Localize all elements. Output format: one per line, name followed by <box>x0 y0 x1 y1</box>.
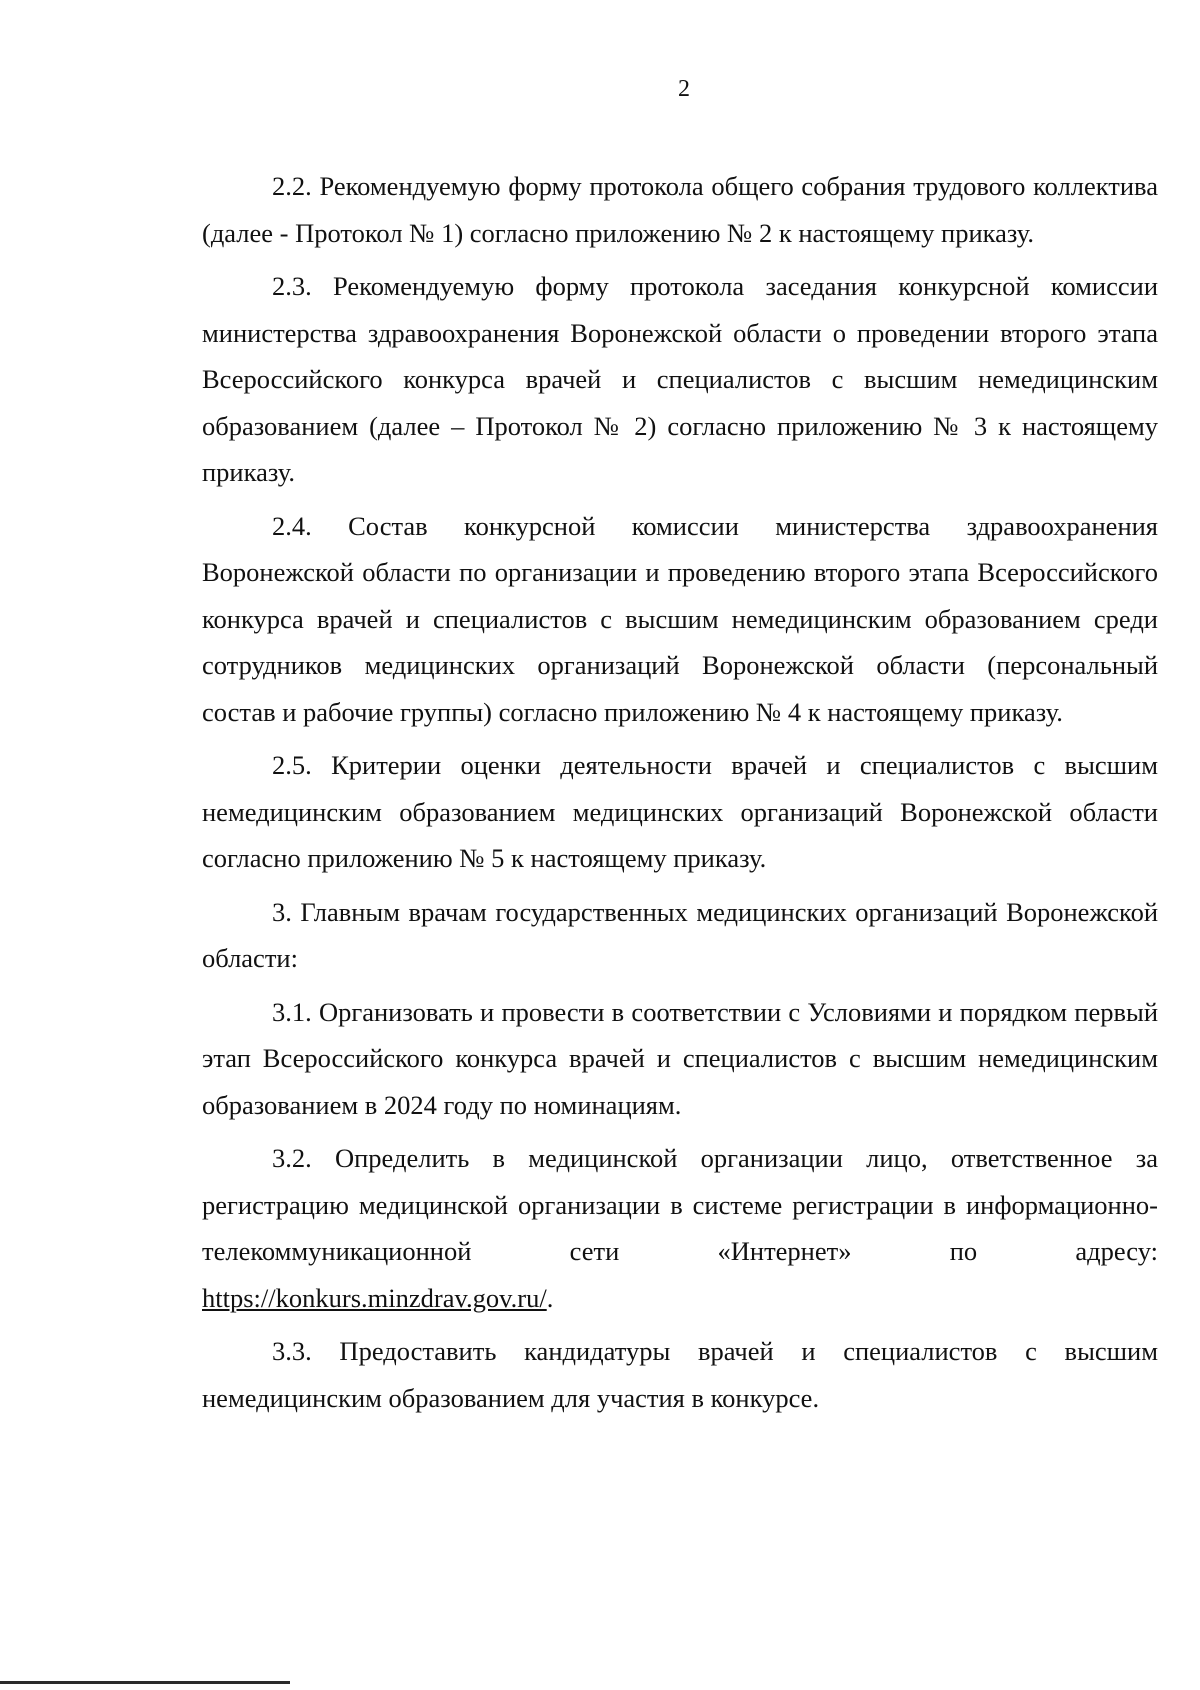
document-body <box>202 163 1158 1428</box>
paragraph-3-2-link-line <box>202 1275 1158 1322</box>
paragraph-2-3: 2.3. Рекомендуемую форму протокола заседания конкурсной комиссии министерства здравоохранения Воронежской области о проведении второго этапа Всероссийского конкурса врачей и специалистов с высшим немедицинским образованием (далее – Протокол № 2) согласно приложению № 3 к настоящему приказу. <box>202 271 1158 487</box>
paragraph-2-4: 2.4. Состав конкурсной комиссии министерства здравоохранения Воронежской области по организации и проведению второго этапа Всероссийского конкурса врачей и специалистов с высшим немедицинским образованием среди сотрудников медицинских организаций Воронежской области (персональный состав и рабочие группы) согласно приложению № 4 к настоящему приказу. <box>202 510 1158 727</box>
paragraph-3-1: 3.1. Организовать и провести в соответствии с Условиями и порядком первый этап Всероссийского конкурса врачей и специалистов с высшим немедицинским образованием в 2024 году по номинациям. <box>202 996 1158 1120</box>
paragraph-3-2-text: 3.2. Определить в медицинской организации лицо, ответственное за регистрацию медицинской организации в системе регистрации в информационно-телекоммуникационной сети «Интернет» по адресу: <box>202 1143 1158 1266</box>
paragraph-2-2: 2.2. Рекомендуемую форму протокола общего собрания трудового коллектива (далее - Протокол № 1) согласно приложению № 2 к настоящему приказу. <box>202 171 1158 248</box>
konkurs-url-link[interactable]: https://konkurs.minzdrav.gov.ru/ <box>202 1282 547 1313</box>
paragraph-2-5: 2.5. Критерии оценки деятельности врачей и специалистов с высшим немедицинским образованием медицинских организаций Воронежской области согласно приложению № 5 к настоящему приказу. <box>202 750 1158 873</box>
paragraph-3-2 <box>202 1135 1158 1275</box>
link-trailing-period: . <box>546 1282 554 1313</box>
paragraph-3-3: 3.3. Предоставить кандидатуры врачей и специалистов с высшим немедицинским образованием для участия в конкурсе. <box>202 1336 1158 1413</box>
page-number: 2 <box>678 76 690 102</box>
footer-rule <box>0 1681 290 1684</box>
paragraph-3: 3. Главным врачам государственных медицинских организаций Воронежской области: <box>202 896 1158 973</box>
